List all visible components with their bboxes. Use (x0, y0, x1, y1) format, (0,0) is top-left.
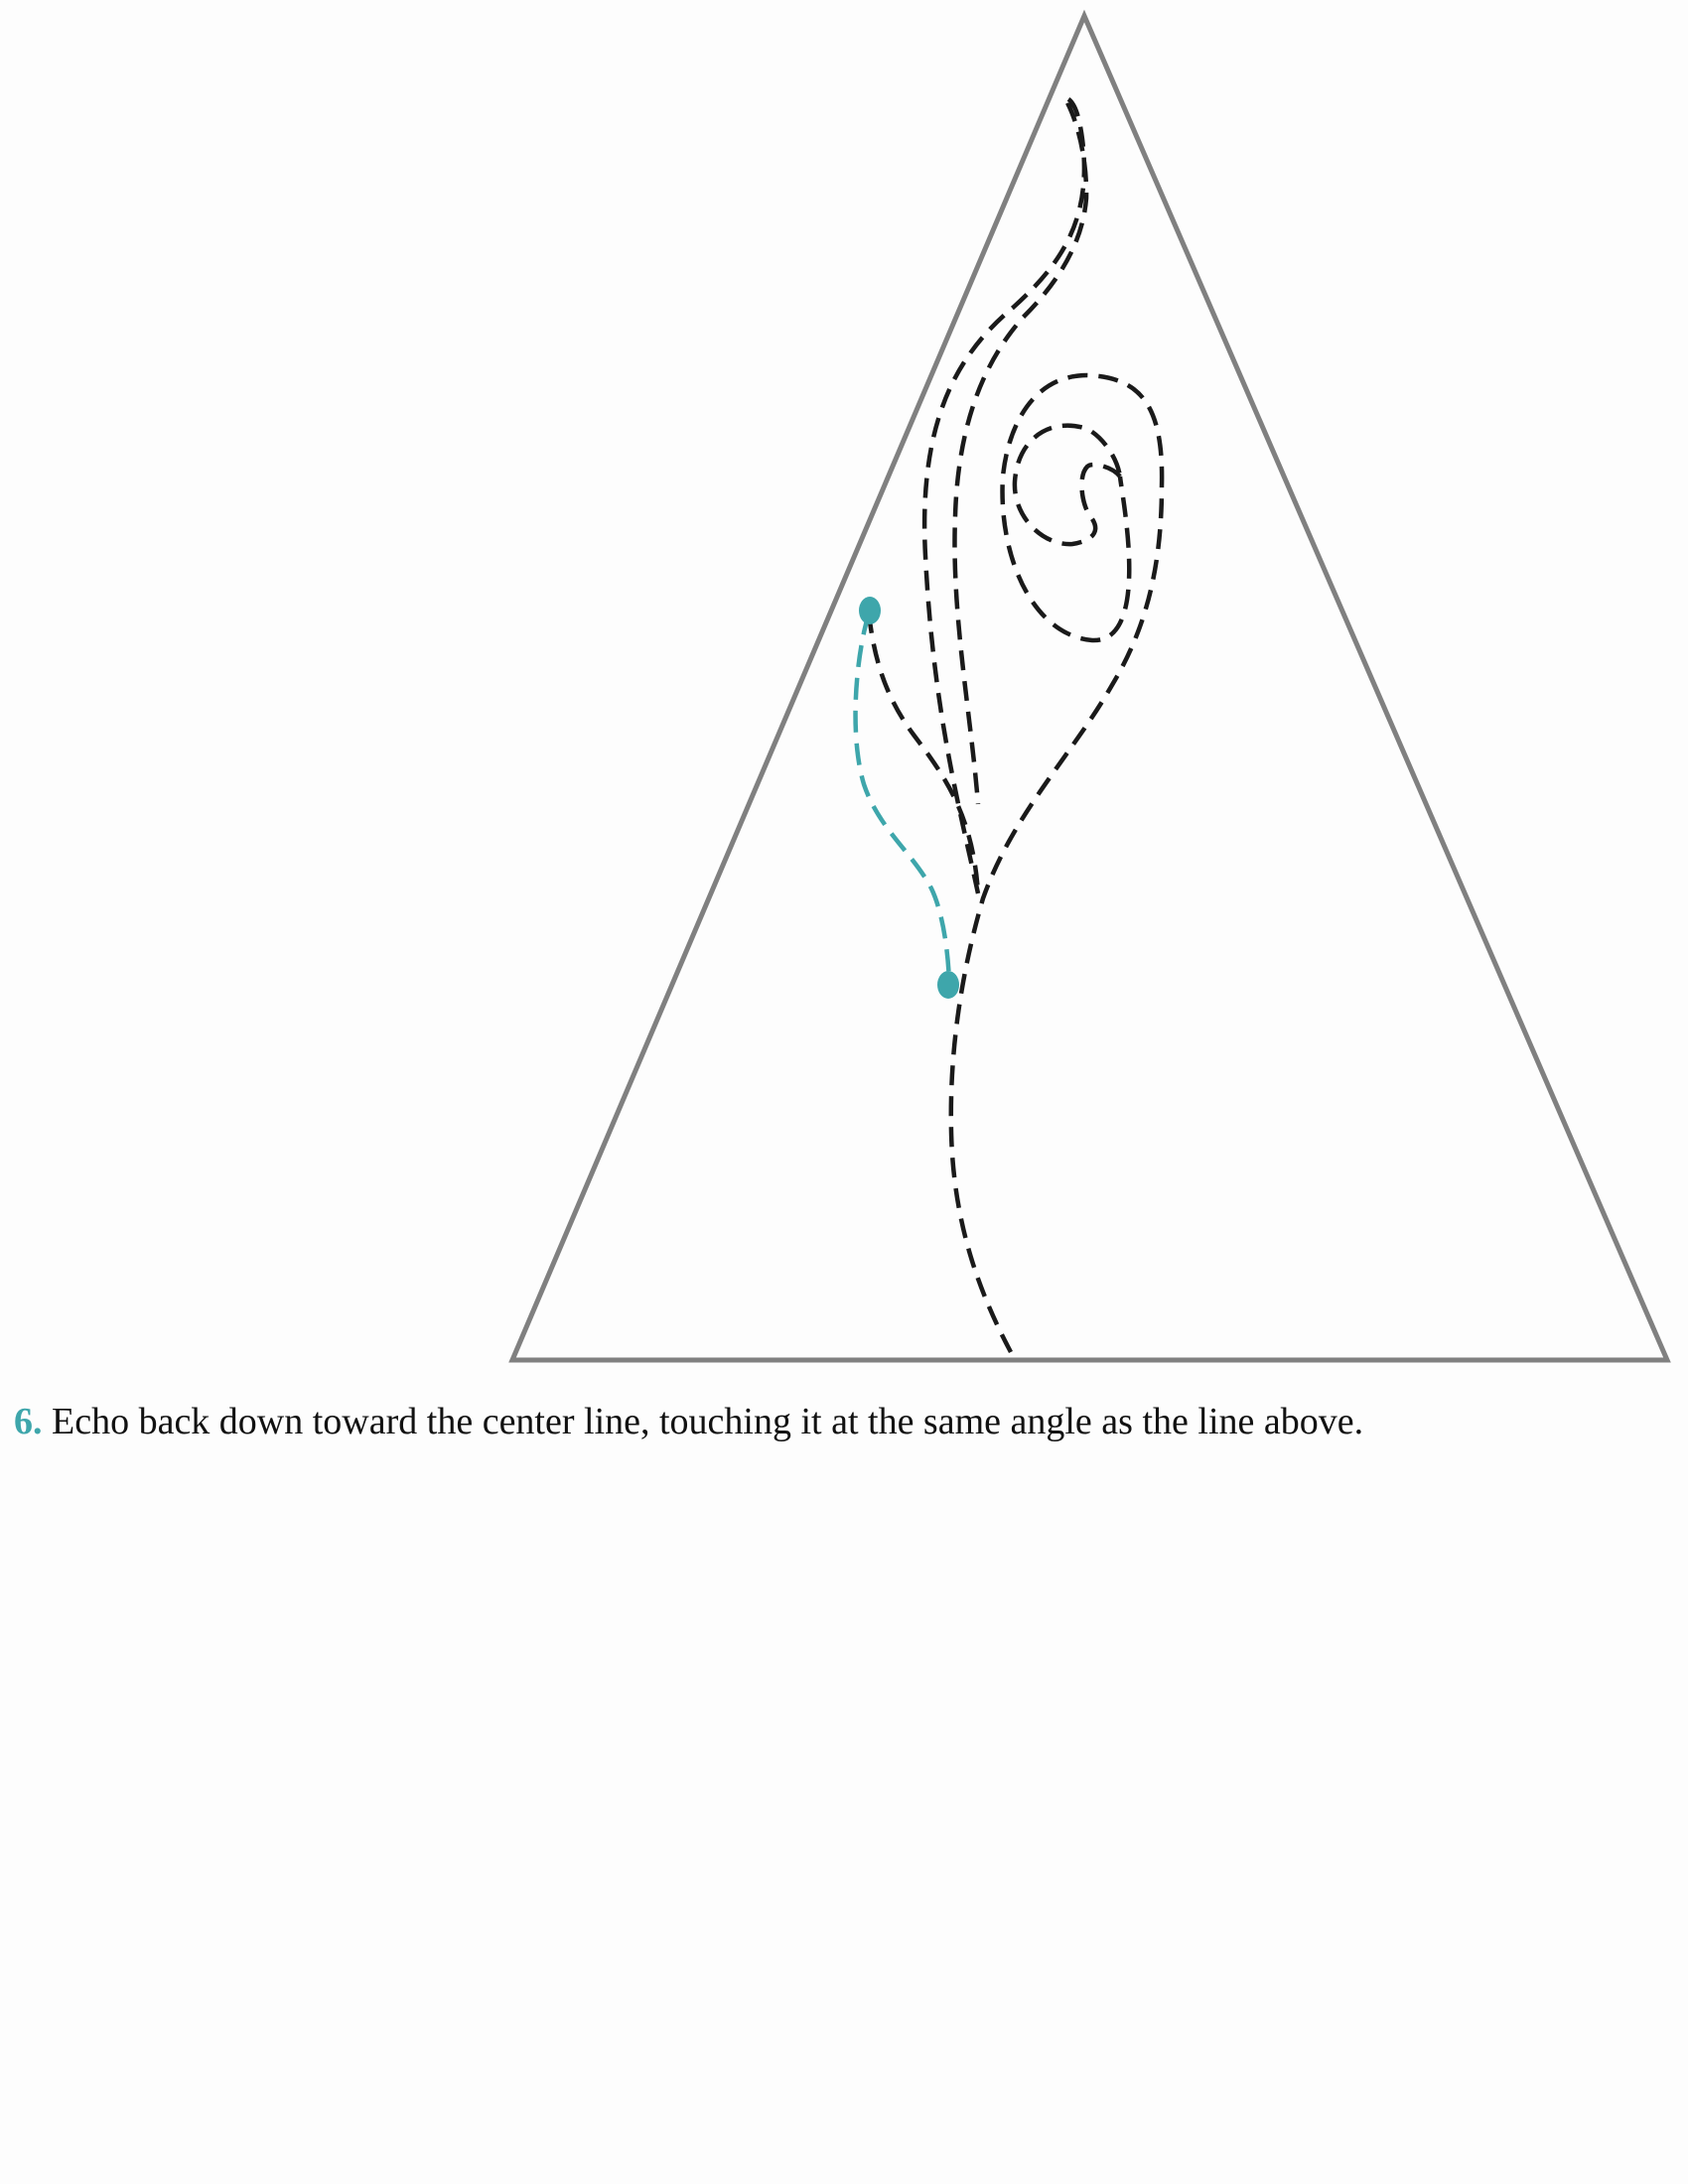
echo-end-dot (937, 971, 959, 999)
flame-lobe-line (924, 97, 1086, 893)
center-stem-line (951, 486, 1162, 1352)
step-number: 6. (14, 1401, 43, 1442)
spiral-inner-line (1015, 426, 1120, 545)
spiral-outer-line (1003, 375, 1163, 640)
triangle-frame (512, 16, 1667, 1360)
echo-start-dot (859, 597, 881, 624)
step-caption (14, 1398, 1363, 1445)
step-instruction: Echo back down toward the center line, touching it at the same angle as the line above. (52, 1401, 1364, 1442)
